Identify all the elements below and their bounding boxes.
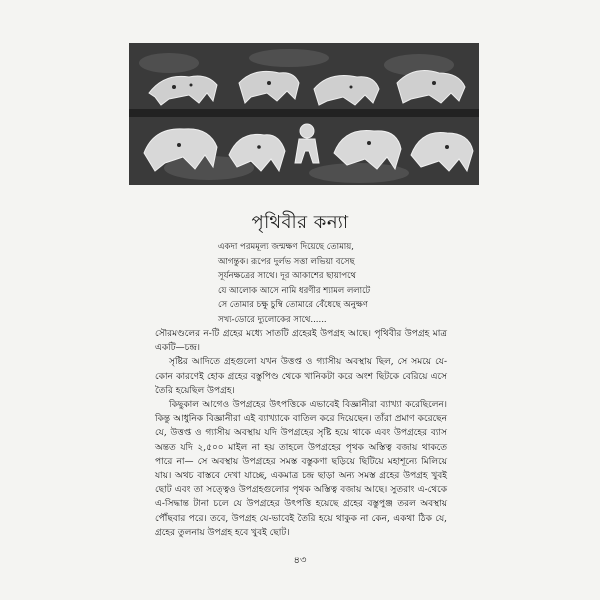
chapter-title: পৃথিবীর কন্যা	[251, 212, 349, 233]
poem-line: সে তোমার চক্ষু চুম্বি তোমারে বেঁধেছে অনুক্ষণ	[218, 300, 368, 310]
poem-line: আগন্তুক। রূপের দুর্লভ সত্তা লভিয়া বসেছ	[218, 256, 355, 267]
body-text	[155, 327, 447, 540]
poem-line: যে আলোক আসে নামি ধরণীর শ্যামল ললাটে	[218, 285, 371, 296]
page-number: ৪৩	[293, 555, 307, 566]
paragraph: সৌরমণ্ডলের ন-টি গ্রহের মধ্যে সাতটি গ্রহেরই উপগ্রহ আছে। পৃথিবীর উপগ্রহ মাত্র একটি—চন্দ্র।	[155, 329, 447, 354]
poem-line: সূর্যনক্ষত্রের সাথে। দূর আকাশের ছায়াপথে	[218, 271, 357, 281]
paragraph: সৃষ্টির আদিতে গ্রহগুলো যখন উত্তপ্ত ও গ্যাসীয় অবস্থায় ছিল, সে সময়ে যে-কোন কারণেই হোক গ্রহের বস্তুপিণ্ড থেকে খানিকটা করে অংশ ছিটকে বেরিয়ে এসে তৈরি হয়েছিল উপগ্রহ।	[155, 357, 447, 396]
cave-art-engraving	[129, 43, 479, 185]
poem-line: একদা পরমমূল্য জন্মক্ষণ দিয়েছে তোমায়,	[218, 242, 354, 252]
cave-art-illustration	[129, 43, 479, 185]
poem-line: সখ্য-ডোরে দ্যুলোকের সাথে......	[218, 314, 327, 325]
paragraph: কিছুকাল আগেও উপগ্রহের উৎপত্তিকে এভাবেই বিজ্ঞানীরা ব্যাখ্যা করেছিলেন। কিন্তু আধুনিক বিজ্ঞানীরা এই ব্যাখ্যাকে বাতিল করে দিয়েছেন। তাঁরা প্রমাণ করেছেন যে, উত্তপ্ত ও গ্যাসীয় অবস্থায় যদি উপগ্রহের সৃষ্টি হয়ে থাকে এবং উপগ্রহের ব্যাস অন্তত যদি ২,৫০০ মাইল না হয় তাহলে উপগ্রহের পৃথক অস্তিত্ব বজায় থাকতে পারে না— সে অবস্থায় উপগ্রহের সমস্ত বস্তুকণা ছড়িয়ে ছিটিয়ে মহাশূন্যে মিলিয়ে যায়। অথচ বাস্তবে দেখা যাচ্ছে, একমাত্র চন্দ্র ছাড়া অন্য সমস্ত গ্রহের উপগ্রহ খুবই ছোট এবং তা সত্ত্বেও উপগ্রহগুলোর পৃথক অস্তিত্ব বজায় আছে। সুতরাং এ-থেকে এ-সিদ্ধান্ত টানা চলে যে উপগ্রহের উৎপত্তি হয়েছে গ্রহের বস্তুপুঞ্জ তরল অবস্থায় পৌঁছবার পরে। তবে, উপগ্রহ যে-ভাবেই তৈরি হয়ে থাকুক না কেন, একথা ঠিক যে, গ্রহের তুলনায় উপগ্রহ হবে খুবই ছোট।	[155, 400, 447, 538]
epigraph-poem	[218, 240, 518, 327]
